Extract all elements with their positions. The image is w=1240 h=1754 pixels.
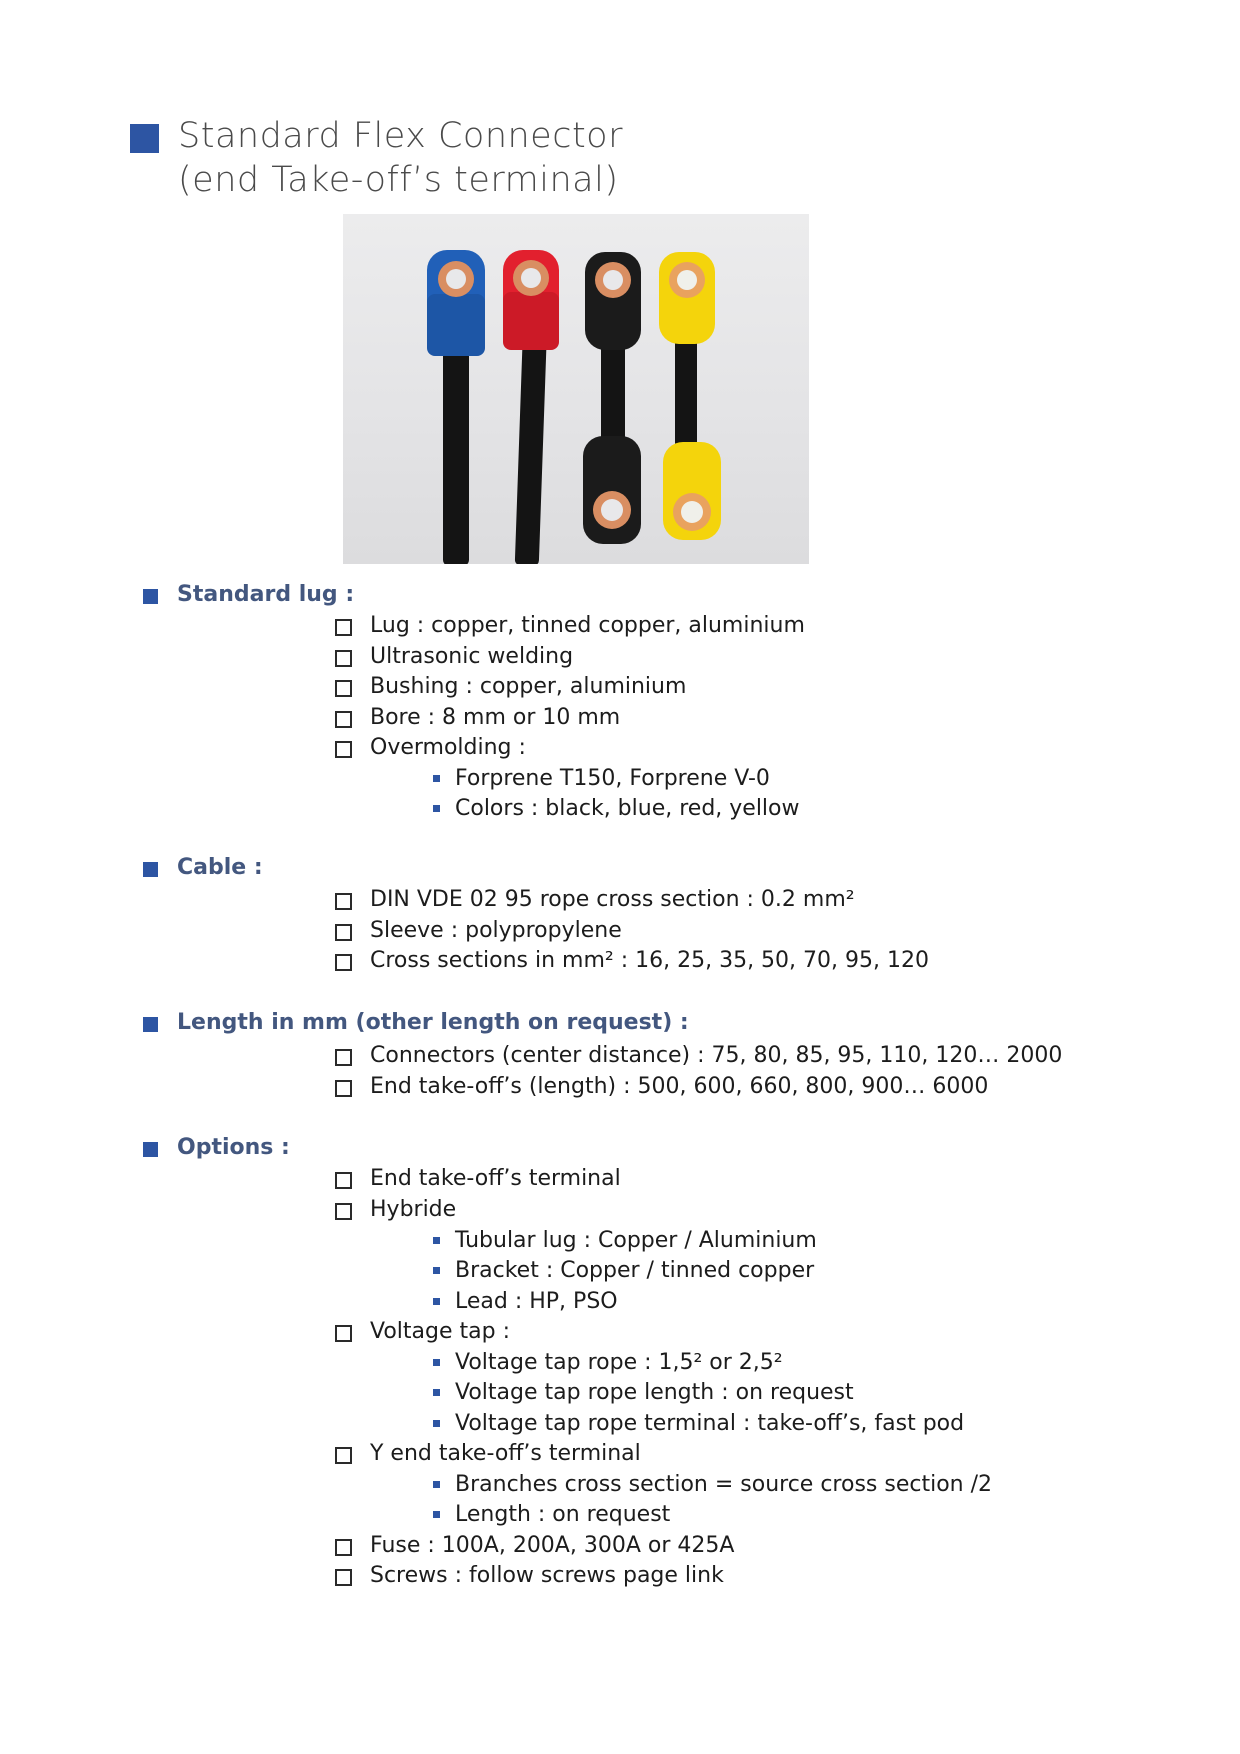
title-square-icon xyxy=(130,124,159,153)
page-subtitle: (end Take-off’s terminal) xyxy=(178,160,619,200)
checkbox-icon xyxy=(335,741,352,758)
cable-blue xyxy=(443,334,469,564)
checkbox-icon xyxy=(335,1325,352,1342)
bullet-square-icon xyxy=(433,1237,440,1244)
red-lug xyxy=(503,250,559,350)
blue-lug xyxy=(427,250,485,356)
section-square-icon xyxy=(143,1142,158,1157)
checkbox-icon xyxy=(335,680,352,697)
section-square-icon xyxy=(143,862,158,877)
checkbox-icon xyxy=(335,924,352,941)
yellow-lug-bottom xyxy=(663,442,721,540)
checkbox-icon xyxy=(335,1203,352,1220)
checkbox-icon xyxy=(335,619,352,636)
bullet-square-icon xyxy=(433,1359,440,1366)
bullet-square-icon xyxy=(433,1267,440,1274)
checkbox-icon xyxy=(335,1172,352,1189)
cable-red xyxy=(515,326,547,564)
bullet-square-icon xyxy=(433,1298,440,1305)
connectors-illustration xyxy=(343,214,809,564)
checkbox-icon xyxy=(335,1080,352,1097)
checkbox-icon xyxy=(335,893,352,910)
bullet-square-icon xyxy=(433,1481,440,1488)
checkbox-icon xyxy=(335,1539,352,1556)
black-lug-bottom xyxy=(583,436,641,544)
page-title: Standard Flex Connector xyxy=(178,116,623,156)
bullet-square-icon xyxy=(433,775,440,782)
product-photo xyxy=(343,214,809,564)
bullet-square-icon xyxy=(433,1511,440,1518)
black-lug-top xyxy=(585,252,641,350)
section-square-icon xyxy=(143,589,158,604)
section-square-icon xyxy=(143,1017,158,1032)
checkbox-icon xyxy=(335,650,352,667)
checkbox-icon xyxy=(335,1569,352,1586)
checkbox-icon xyxy=(335,1447,352,1464)
checkbox-icon xyxy=(335,1049,352,1066)
checkbox-icon xyxy=(335,954,352,971)
bullet-square-icon xyxy=(433,1389,440,1396)
checkbox-icon xyxy=(335,711,352,728)
bullet-square-icon xyxy=(433,1420,440,1427)
bullet-square-icon xyxy=(433,805,440,812)
yellow-lug-top xyxy=(659,252,715,344)
